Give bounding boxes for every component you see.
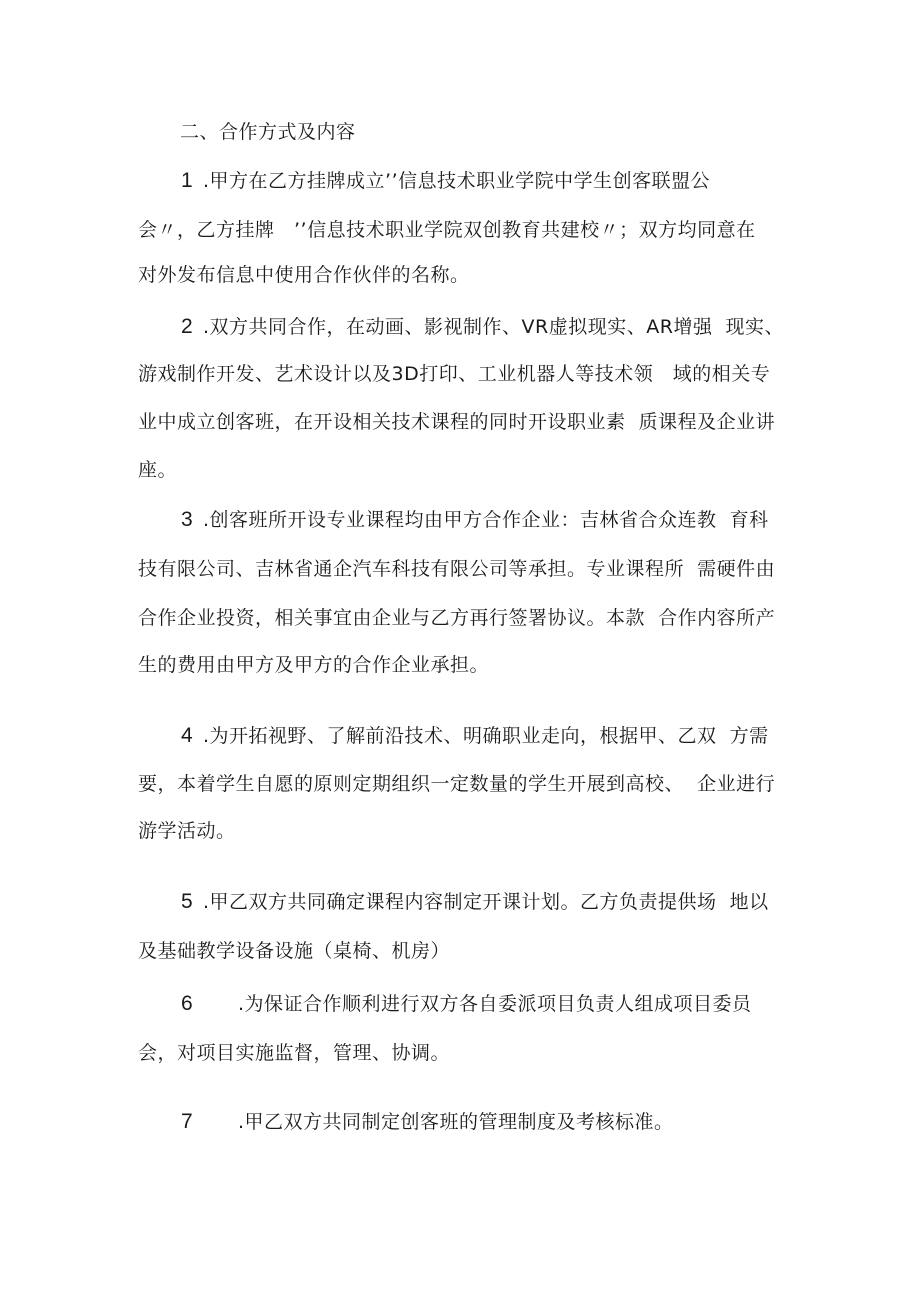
item-1-line-3: 对外发布信息中使用合作伙伴的名称。: [138, 264, 470, 286]
item-3-line-4: 生的费用由甲方及甲方的合作企业承担。: [138, 654, 490, 676]
item-1-line-2: 会〃，乙方挂牌 ’’信息技术职业学院双创教育共建校〃；双方均同意在: [138, 219, 756, 241]
item-3-number: 3: [181, 508, 194, 531]
item-6-number: 6: [181, 992, 194, 1015]
item-4-line-3: 游学活动。: [138, 820, 236, 842]
item-5-line-1: .甲乙双方共同确定课程内容制定开课计划。乙方负责提供场 地以: [203, 891, 769, 913]
item-3-line-2: 技有限公司、吉林省通企汽车科技有限公司等承担。专业课程所 需硬件由: [138, 558, 776, 580]
item-5-number: 5: [181, 890, 194, 913]
item-3-line-1: .创客班所开设专业课程均由甲方合作企业：吉林省合众连教 育科: [203, 509, 769, 531]
item-1-line-1: .甲方在乙方挂牌成立’’信息技术职业学院中学生创客联盟公: [203, 170, 711, 192]
item-5-line-2: 及基础教学设备设施（桌椅、机房）: [138, 940, 451, 962]
item-6-line-1: .为保证合作顺利进行双方各自委派项目负责人组成项目委员: [238, 993, 752, 1015]
item-4-number: 4: [181, 724, 194, 747]
item-2-number: 2: [181, 315, 194, 338]
item-2-line-4: 座。: [138, 459, 178, 481]
item-1-number: 1: [181, 169, 194, 192]
item-6-line-2: 会，对项目实施监督，管理、协调。: [138, 1042, 451, 1064]
item-2-line-2: 游戏制作开发、艺术设计以及3D打印、工业机器人等技术领 域的相关专: [138, 363, 771, 385]
item-3-line-3: 合作企业投资，相关事宜由企业与乙方再行签署协议。本款 合作内容所产: [138, 607, 776, 629]
item-7-number: 7: [181, 1110, 194, 1133]
item-2-line-3: 业中成立创客班，在开设相关技术课程的同时开设职业素 质课程及企业讲: [138, 411, 776, 433]
item-4-line-1: .为开拓视野、了解前沿技术、明确职业走向，根据甲、乙双 方需: [203, 725, 769, 747]
section-heading: 二、合作方式及内容: [180, 121, 356, 143]
item-2-line-1: .双方共同合作，在动画、影视制作、VR虚拟现实、AR增强 现实、: [203, 316, 785, 338]
item-7-line-1: .甲乙双方共同制定创客班的管理制度及考核标准。: [238, 1111, 674, 1133]
item-4-line-2: 要，本着学生自愿的原则定期组织一定数量的学生开展到高校、 企业进行: [138, 773, 776, 795]
